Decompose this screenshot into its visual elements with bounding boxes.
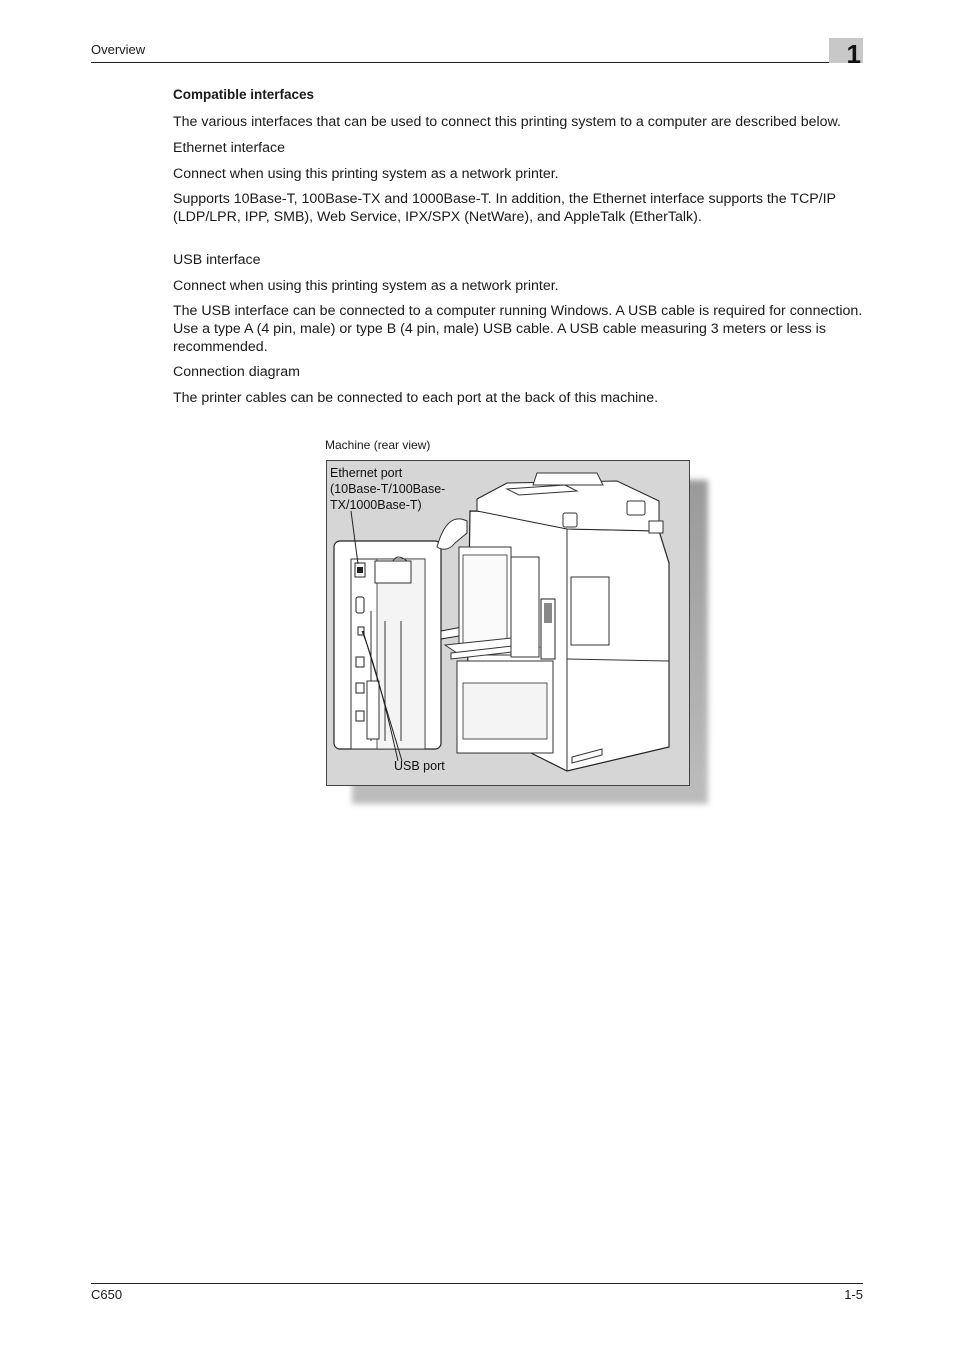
usb-usage: Connect when using this printing system as a network printer. (173, 278, 559, 294)
ethernet-title: Ethernet interface (173, 140, 285, 156)
figure-caption: Machine (rear view) (325, 438, 431, 452)
usb-detail: The USB interface can be connected to a computer running Windows. A USB cable is required for connection. Use a type A (4 pin, male) or type B (4 pin, male) USB cable. A USB cable measuring 3 meters or less is recommended. (173, 303, 863, 355)
footer-rule (91, 1283, 863, 1284)
usb-title: USB interface (173, 252, 261, 268)
section-heading: Compatible interfaces (173, 87, 315, 102)
diagram-description: The printer cables can be connected to each port at the back of this machine. (173, 390, 659, 406)
header-rule (91, 62, 863, 63)
footer-page-number: 1-5 (844, 1287, 863, 1302)
ethernet-port-label-line1: Ethernet port (330, 466, 403, 480)
footer-model: C650 (91, 1287, 123, 1302)
chapter-number-badge: 1 (829, 38, 863, 63)
ethernet-port-label-line3: TX/1000Base-T) (330, 498, 422, 512)
intro-paragraph: The various interfaces that can be used to connect this printing system to a computer are described below. (173, 114, 841, 130)
ethernet-usage: Connect when using this printing system as a network printer. (173, 166, 559, 182)
ethernet-support: Supports 10Base-T, 100Base-TX and 1000Base-T. In addition, the Ethernet interface supports the TCP/IP (LDP/LPR, IPP, SMB), Web Service, IPX/SPX (NetWare), and AppleTalk (EtherTalk). (173, 191, 836, 225)
usb-port-label: USB port (394, 759, 445, 773)
diagram-title: Connection diagram (173, 364, 300, 380)
machine-rear-view-figure (326, 460, 690, 786)
main-content (173, 86, 865, 407)
ethernet-port-label (330, 465, 445, 513)
header-section-title: Overview (91, 42, 146, 57)
ethernet-port-label-line2: (10Base-T/100Base- (330, 482, 446, 496)
